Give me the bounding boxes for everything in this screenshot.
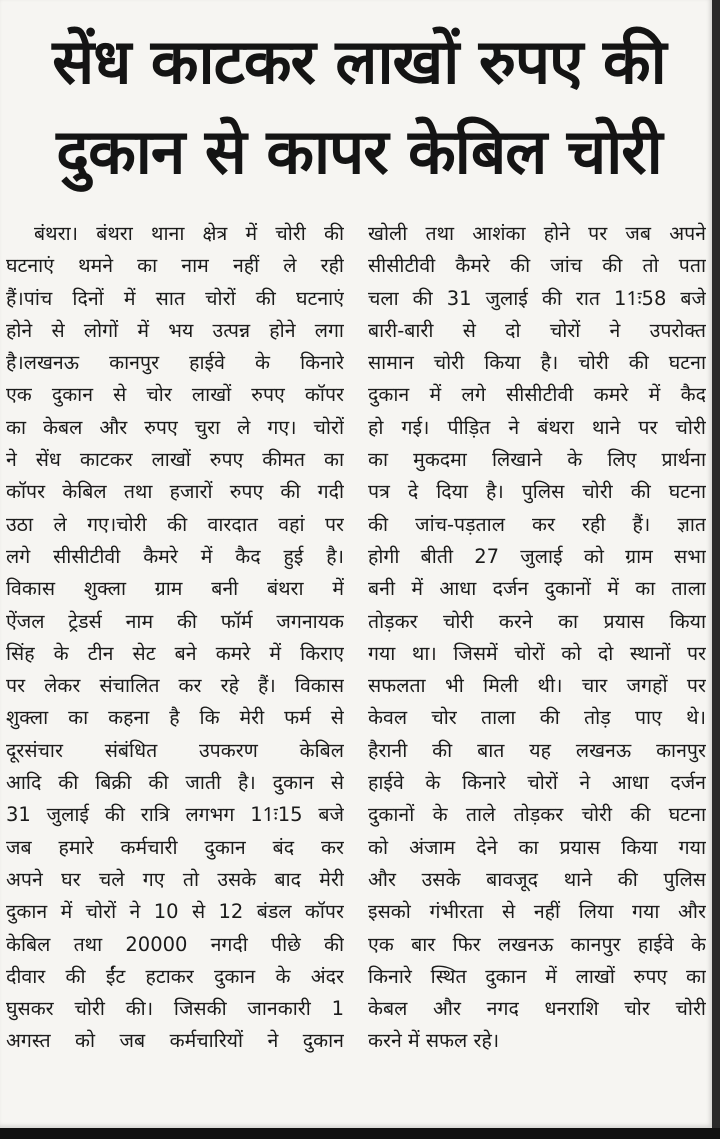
text-line: कॉपर केबिल तथा हजारों रुपए की गदी bbox=[6, 480, 344, 504]
text-line: ऐंजल ट्रेडर्स नाम की फॉर्म जगनायक bbox=[6, 609, 344, 633]
text-line: आदि की बिक्री की जाती है। दुकान से bbox=[6, 771, 344, 795]
text-line: हो गई। पीड़ित ने बंथरा थाने पर चोरी bbox=[368, 415, 706, 439]
text-line: एक बार फिर लखनऊ कानपुर हाईवे के bbox=[368, 932, 706, 956]
article-column-left bbox=[6, 218, 344, 1058]
text-line: का केबल और रुपए चुरा ले गए। चोरों bbox=[6, 415, 344, 439]
text-line: करने में सफल रहे। bbox=[368, 1029, 500, 1053]
bottom-border bbox=[0, 1128, 720, 1139]
text-line: घुसकर चोरी की। जिसकी जानकारी 1 bbox=[6, 997, 344, 1021]
headline-line-2: दुकान से कापर केबिल चोरी bbox=[56, 115, 662, 188]
text-line: हाईवे के किनारे चोरों ने आधा दर्जन bbox=[368, 771, 706, 795]
text-line: और उसके बावजूद थाने की पुलिस bbox=[368, 867, 706, 891]
text-line: दुकानों के ताले तोड़कर चोरी की घटना bbox=[368, 803, 706, 827]
text-line: सीसीटीवी कैमरे की जांच की तो पता bbox=[368, 254, 706, 278]
text-line: एक दुकान से चोर लाखों रुपए कॉपर bbox=[6, 383, 344, 407]
text-line: किनारे स्थित दुकान में लाखों रुपए का bbox=[368, 964, 706, 988]
text-line: दुकान में लगे सीसीटीवी कमरे में कैद bbox=[368, 383, 706, 407]
text-line: बनी में आधा दर्जन दुकानों में का ताला bbox=[368, 577, 706, 601]
text-line: सफलता भी मिली थी। चार जगहों पर bbox=[368, 674, 706, 698]
text-line: 31 जुलाई की रात्रि लगभग 11ः15 बजे bbox=[6, 803, 344, 827]
text-line: सामान चोरी किया है। चोरी की घटना bbox=[368, 351, 706, 375]
text-line: गया था। जिसमें चोरों को दो स्थानों पर bbox=[368, 641, 706, 665]
text-line: खोली तथा आशंका होने पर जब अपने bbox=[368, 222, 706, 245]
text-line: केबिल तथा 20000 नगदी पीछे की bbox=[6, 932, 344, 956]
text-line: दूरसंचार संबंधित उपकरण केबिल bbox=[6, 738, 344, 762]
text-line: पर लेकर संचालित कर रहे हैं। विकास bbox=[6, 674, 344, 698]
text-line: दुकान में चोरों ने 10 से 12 बंडल कॉपर bbox=[6, 900, 344, 924]
text-line: को अंजाम देने का प्रयास किया गया bbox=[368, 835, 706, 859]
text-line: का मुकदमा लिखाने के लिए प्रार्थना bbox=[368, 448, 706, 472]
text-line: की जांच-पड़ताल कर रही हैं। ज्ञात bbox=[368, 512, 706, 536]
text-line: है।लखनऊ कानपुर हाईवे के किनारे bbox=[6, 351, 344, 375]
text-line: होगी बीती 27 जुलाई को ग्राम सभा bbox=[368, 544, 706, 568]
text-line: होने से लोगों में भय उत्पन्न होने लगा bbox=[6, 318, 344, 342]
text-line: लगे सीसीटीवी कैमरे में कैद हुई है। bbox=[6, 544, 344, 568]
text-line: शुक्ला का कहना है कि मेरी फर्म से bbox=[6, 706, 344, 730]
text-line: उठा ले गए।चोरी की वारदात वहां पर bbox=[6, 512, 344, 536]
text-line: ने सेंध काटकर लाखों रुपए कीमत का bbox=[6, 448, 344, 472]
text-line: केबल और नगद धनराशि चोर चोरी bbox=[368, 997, 706, 1021]
text-line: केवल चोर ताला की तोड़ पाए थे। bbox=[368, 706, 706, 730]
headline-line-1: सेंध काटकर लाखों रुपए की bbox=[52, 25, 666, 98]
text-line: बंथरा। बंथरा थाना क्षेत्र में चोरी की bbox=[34, 222, 344, 245]
text-line: घटनाएं थमने का नाम नहीं ले रही bbox=[6, 254, 344, 278]
text-line: पत्र दे दिया है। पुलिस चोरी की घटना bbox=[368, 480, 706, 504]
text-line: दीवार की ईंट हटाकर दुकान के अंदर bbox=[6, 964, 344, 988]
text-line: तोड़कर चोरी करने का प्रयास किया bbox=[368, 609, 706, 633]
text-line: इसको गंभीरता से नहीं लिया गया और bbox=[368, 900, 706, 924]
text-line: अपने घर चले गए तो उसके बाद मेरी bbox=[6, 867, 344, 891]
article-column-right bbox=[368, 218, 706, 1058]
text-line: चला की 31 जुलाई की रात 11ः58 बजे bbox=[368, 286, 706, 310]
text-line: विकास शुक्ला ग्राम बनी बंथरा में bbox=[6, 577, 344, 601]
text-line: अगस्त को जब कर्मचारियों ने दुकान bbox=[6, 1029, 344, 1053]
text-line: बारी-बारी से दो चोरों ने उपरोक्त bbox=[368, 318, 706, 342]
text-line: जब हमारे कर्मचारी दुकान बंद कर bbox=[6, 835, 344, 859]
text-line: सिंह के टीन सेट बने कमरे में किराए bbox=[6, 641, 344, 665]
text-line: हैं।पांच दिनों में सात चोरों की घटनाएं bbox=[6, 286, 344, 310]
text-line: हैरानी की बात यह लखनऊ कानपुर bbox=[368, 738, 706, 762]
